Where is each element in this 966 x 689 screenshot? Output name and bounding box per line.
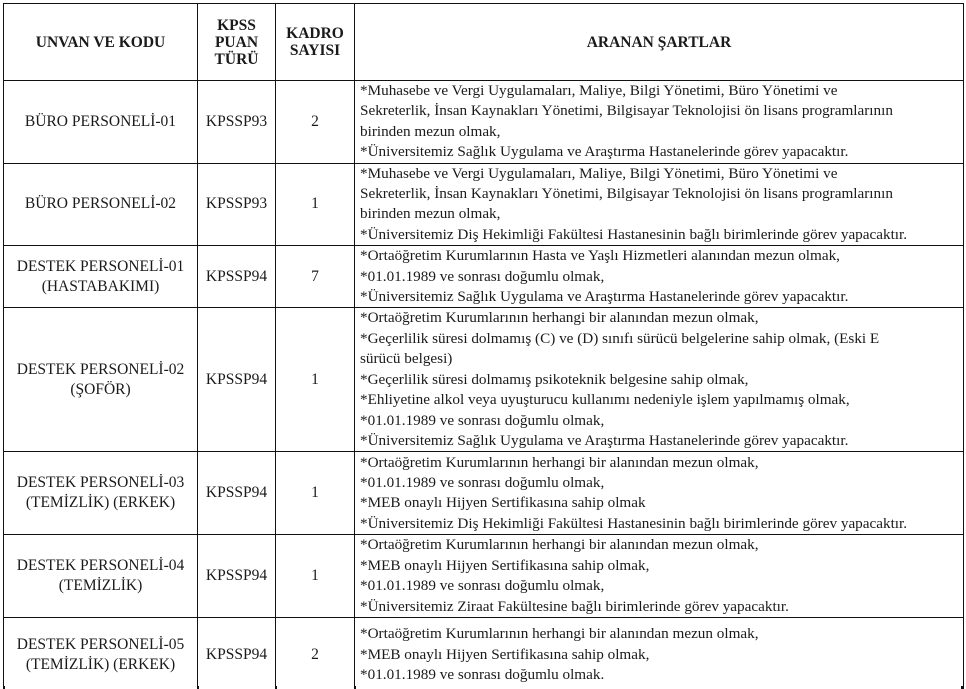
requirements-cell [355,246,964,308]
positions-table [3,3,964,689]
requirement-line: *Üniversitemiz Ziraat Fakültesine bağlı birimlerinde görev yapacaktır. [360,597,789,615]
score-type-cell: KPSSP94 [198,452,276,535]
table-row [4,535,964,618]
score-type-cell: KPSSP94 [198,308,276,452]
count-cell: 1 [276,452,355,535]
title-line: (TEMİZLİK) (ERKEK) [25,494,176,512]
requirement-line: *Üniversitemiz Sağlık Uygulama ve Araştırma Hastanelerinde görev yapacaktır. [360,288,849,306]
requirement-line: *Üniversitemiz Diş Hekimliği Fakültesi Hastanesinin bağlı birimlerinde görev yapacaktır. [360,514,908,532]
count-cell: 1 [276,163,355,246]
requirement-line: *Muhasebe ve Vergi Uygulamaları, Maliye, Bilgi Yönetimi, Büro Yönetimi ve [360,164,838,182]
requirement-line: *Ortaöğretim Kurumlarının Hasta ve Yaşlı Hizmetleri alanından mezun olmak, [360,247,840,265]
requirement-line: *01.01.1989 ve sonrası doğumlu olmak, [360,577,605,595]
score-type-cell: KPSSP94 [198,535,276,618]
table-row [4,308,964,452]
requirement-line: *Geçerlilik süresi dolmamış psikoteknik belgesine sahip olmak, [360,370,749,388]
requirement-line: Sekreterlik, İnsan Kaynakları Yönetimi, Bilgisayar Teknolojisi ön lisans programlarının [360,185,893,203]
table-row [4,452,964,535]
requirements-cell [355,81,964,164]
table-row [4,81,964,164]
requirement-line: *Ortaöğretim Kurumlarının herhangi bir alanından mezun olmak, [360,625,759,643]
header-row [4,4,964,81]
count-cell: 1 [276,308,355,452]
title-cell [4,535,198,618]
title-line: BÜRO PERSONELİ-02 [24,195,177,213]
requirements-cell [355,535,964,618]
title-line: (TEMİZLİK) [58,577,143,595]
title-cell [4,81,198,164]
header-count-line: SAYISI [289,42,341,59]
header-title-code: UNVAN VE KODU [4,4,198,81]
header-count-line: KADRO [286,25,344,42]
requirement-line: *Ehliyetine alkol veya uyuşturucu kullanımı nedeniyle işlem yapılmamış olmak, [360,391,850,409]
requirement-line: *Üniversitemiz Sağlık Uygulama ve Araştırma Hastanelerinde görev yapacaktır. [360,143,849,161]
title-cell [4,308,198,452]
title-line: (TEMİZLİK) (ERKEK) [25,655,176,673]
requirement-line: sürücü belgesi) [360,350,453,368]
table-row [4,163,964,246]
title-cell [4,452,198,535]
requirements-cell [355,452,964,535]
table-row [4,246,964,308]
requirements-cell [355,617,964,689]
requirement-line: birinden mezun olmak, [360,122,501,140]
requirement-line: *MEB onaylı Hijyen Sertifikasına sahip olmak, [360,556,650,574]
score-type-cell: KPSSP93 [198,81,276,164]
title-cell [4,163,198,246]
requirement-line: *Üniversitemiz Diş Hekimliği Fakültesi Hastanesinin bağlı birimlerinde görev yapacaktır. [360,225,908,243]
header-count [276,4,355,81]
requirement-line: *Geçerlilik süresi dolmamış (C) ve (D) sınıfı sürücü belgelerine sahip olmak, (Eski E [360,329,880,347]
title-line: DESTEK PERSONELİ-05 [16,635,185,653]
requirement-line: *01.01.1989 ve sonrası doğumlu olmak, [360,473,605,491]
requirement-line: *Muhasebe ve Vergi Uygulamaları, Maliye, Bilgi Yönetimi, Büro Yönetimi ve [360,82,838,99]
requirement-line: *Ortaöğretim Kurumlarının herhangi bir alanından mezun olmak, [360,536,759,554]
title-cell [4,246,198,308]
title-cell [4,617,198,689]
score-type-cell: KPSSP94 [198,246,276,308]
title-line: BÜRO PERSONELİ-01 [24,112,177,130]
count-cell: 2 [276,81,355,164]
table-row [4,617,964,689]
header-score-type [198,4,276,81]
requirement-line: *01.01.1989 ve sonrası doğumlu olmak. [360,666,605,684]
requirement-line: Sekreterlik, İnsan Kaynakları Yönetimi, Bilgisayar Teknolojisi ön lisans programlarının [360,102,893,120]
requirement-line: *Üniversitemiz Sağlık Uygulama ve Araştırma Hastanelerinde görev yapacaktır. [360,431,849,449]
title-line: (HASTABAKIMI) [41,277,160,295]
requirements-cell [355,163,964,246]
score-type-cell: KPSSP94 [198,617,276,689]
requirement-line: *01.01.1989 ve sonrası doğumlu olmak, [360,267,605,285]
requirement-line: *01.01.1989 ve sonrası doğumlu olmak, [360,411,605,429]
title-line: DESTEK PERSONELİ-01 [16,257,185,275]
score-type-cell: KPSSP93 [198,163,276,246]
count-cell: 1 [276,535,355,618]
requirements-cell [355,308,964,452]
requirement-line: *MEB onaylı Hijyen Sertifikasına sahip olmak [360,494,646,512]
title-line: DESTEK PERSONELİ-03 [16,474,185,492]
title-line: DESTEK PERSONELİ-02 [16,360,185,378]
header-requirements: ARANAN ŞARTLAR [355,4,964,81]
header-score-type-line: TÜRÜ [214,50,259,68]
title-line: (ŞOFÖR) [70,380,131,398]
count-cell: 2 [276,617,355,689]
header-score-type-line: KPSS [217,16,256,34]
requirement-line: birinden mezun olmak, [360,205,501,223]
title-line: DESTEK PERSONELİ-04 [16,557,185,575]
requirement-line: *Ortaöğretim Kurumlarının herhangi bir alanından mezun olmak, [360,309,759,327]
count-cell: 7 [276,246,355,308]
requirement-line: *Ortaöğretim Kurumlarının herhangi bir alanından mezun olmak, [360,453,759,471]
requirement-line: *MEB onaylı Hijyen Sertifikasına sahip olmak, [360,645,650,663]
header-score-type-line: PUAN [214,33,259,51]
